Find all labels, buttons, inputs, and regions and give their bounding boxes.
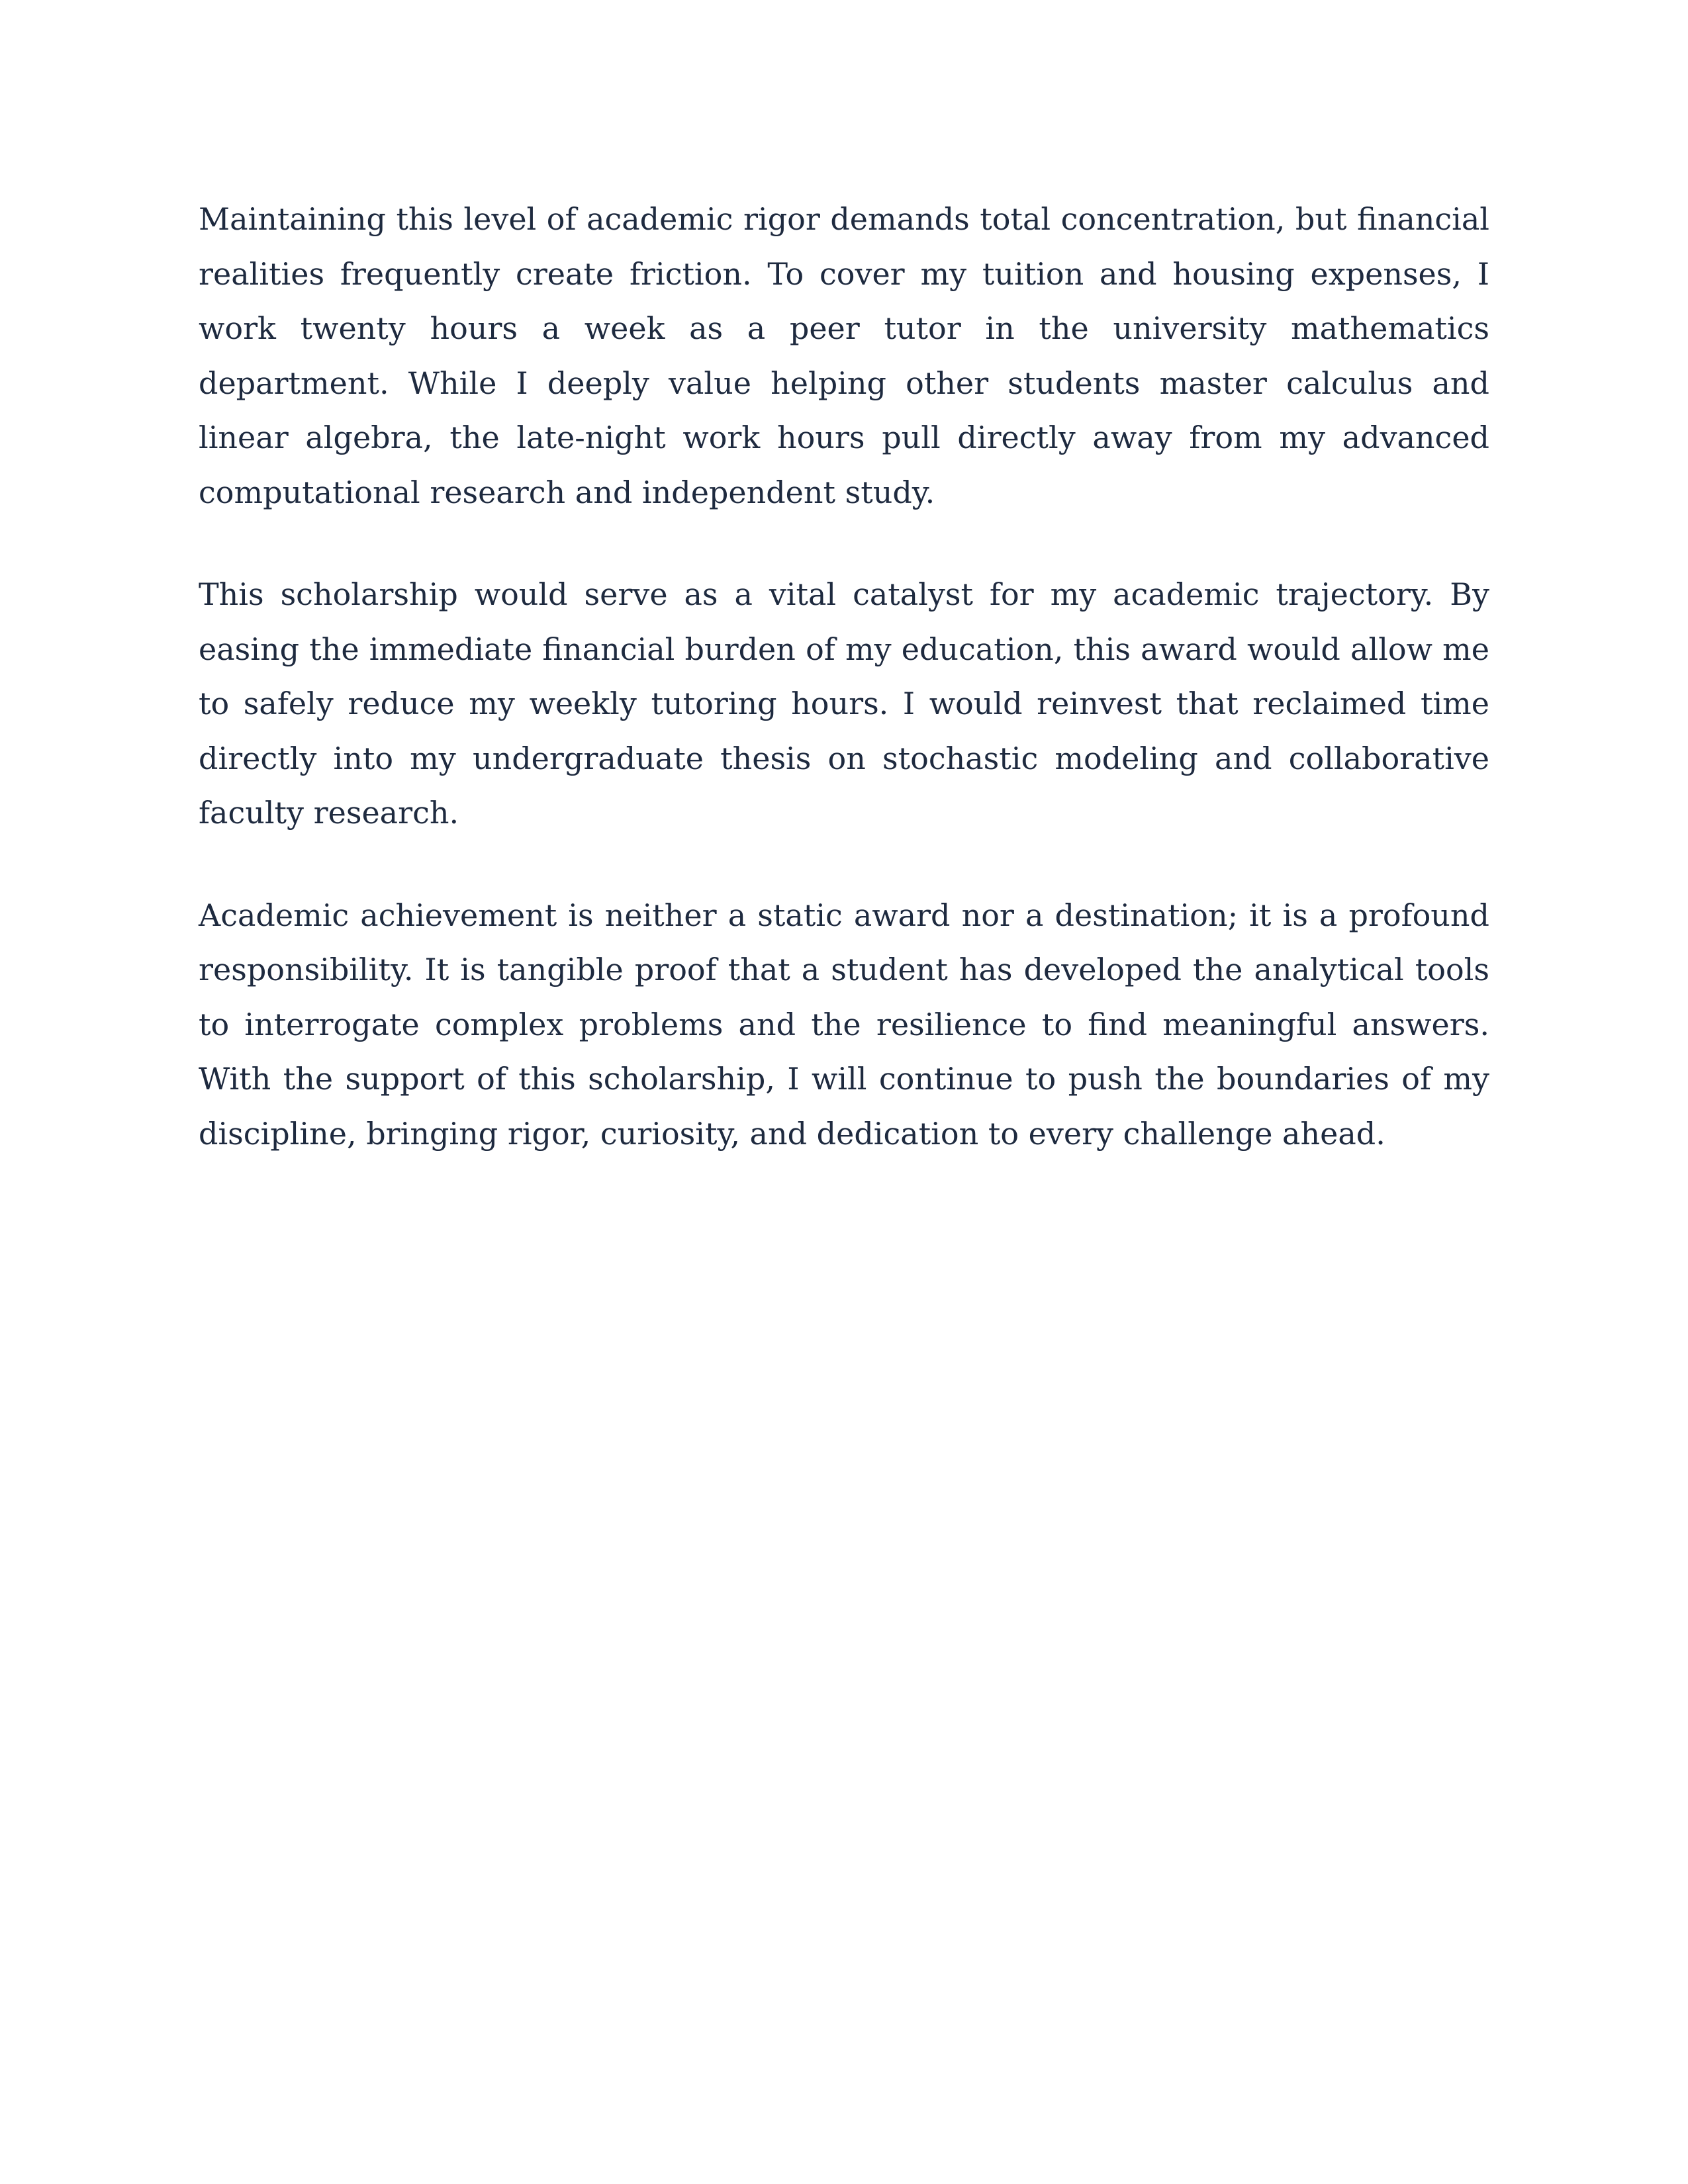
paragraph-scholarship-impact: This scholarship would serve as a vital catalyst for my academic trajectory. By easing the immediate financial burden of my education, this award would allow me to safely reduce my weekly tutoring hours. I would reinvest that reclaimed time directly into my undergraduate thesis on stochastic modeling and collaborative faculty research. bbox=[199, 576, 1489, 831]
paragraph-financial-realities: Maintaining this level of academic rigor demands total concentration, but financial realities frequently create friction. To cover my tuition and housing expenses, I work twenty hours a week as a peer tutor in the university mathematics department. While I deeply value helping other students master calculus and linear algebra, the late-night work hours pull directly away from my advanced computational research and independent study. bbox=[199, 201, 1489, 510]
paragraph-conclusion: Academic achievement is neither a static award nor a destination; it is a profound responsibility. It is tangible proof that a student has developed the analytical tools to interrogate complex problems and the resilience to find meaningful answers. With the support of this scholarship, I will continue to push the boundaries of my discipline, bringing rigor, curiosity, and dedication to every challenge ahead. bbox=[199, 897, 1489, 1152]
essay-body bbox=[199, 192, 1489, 1208]
